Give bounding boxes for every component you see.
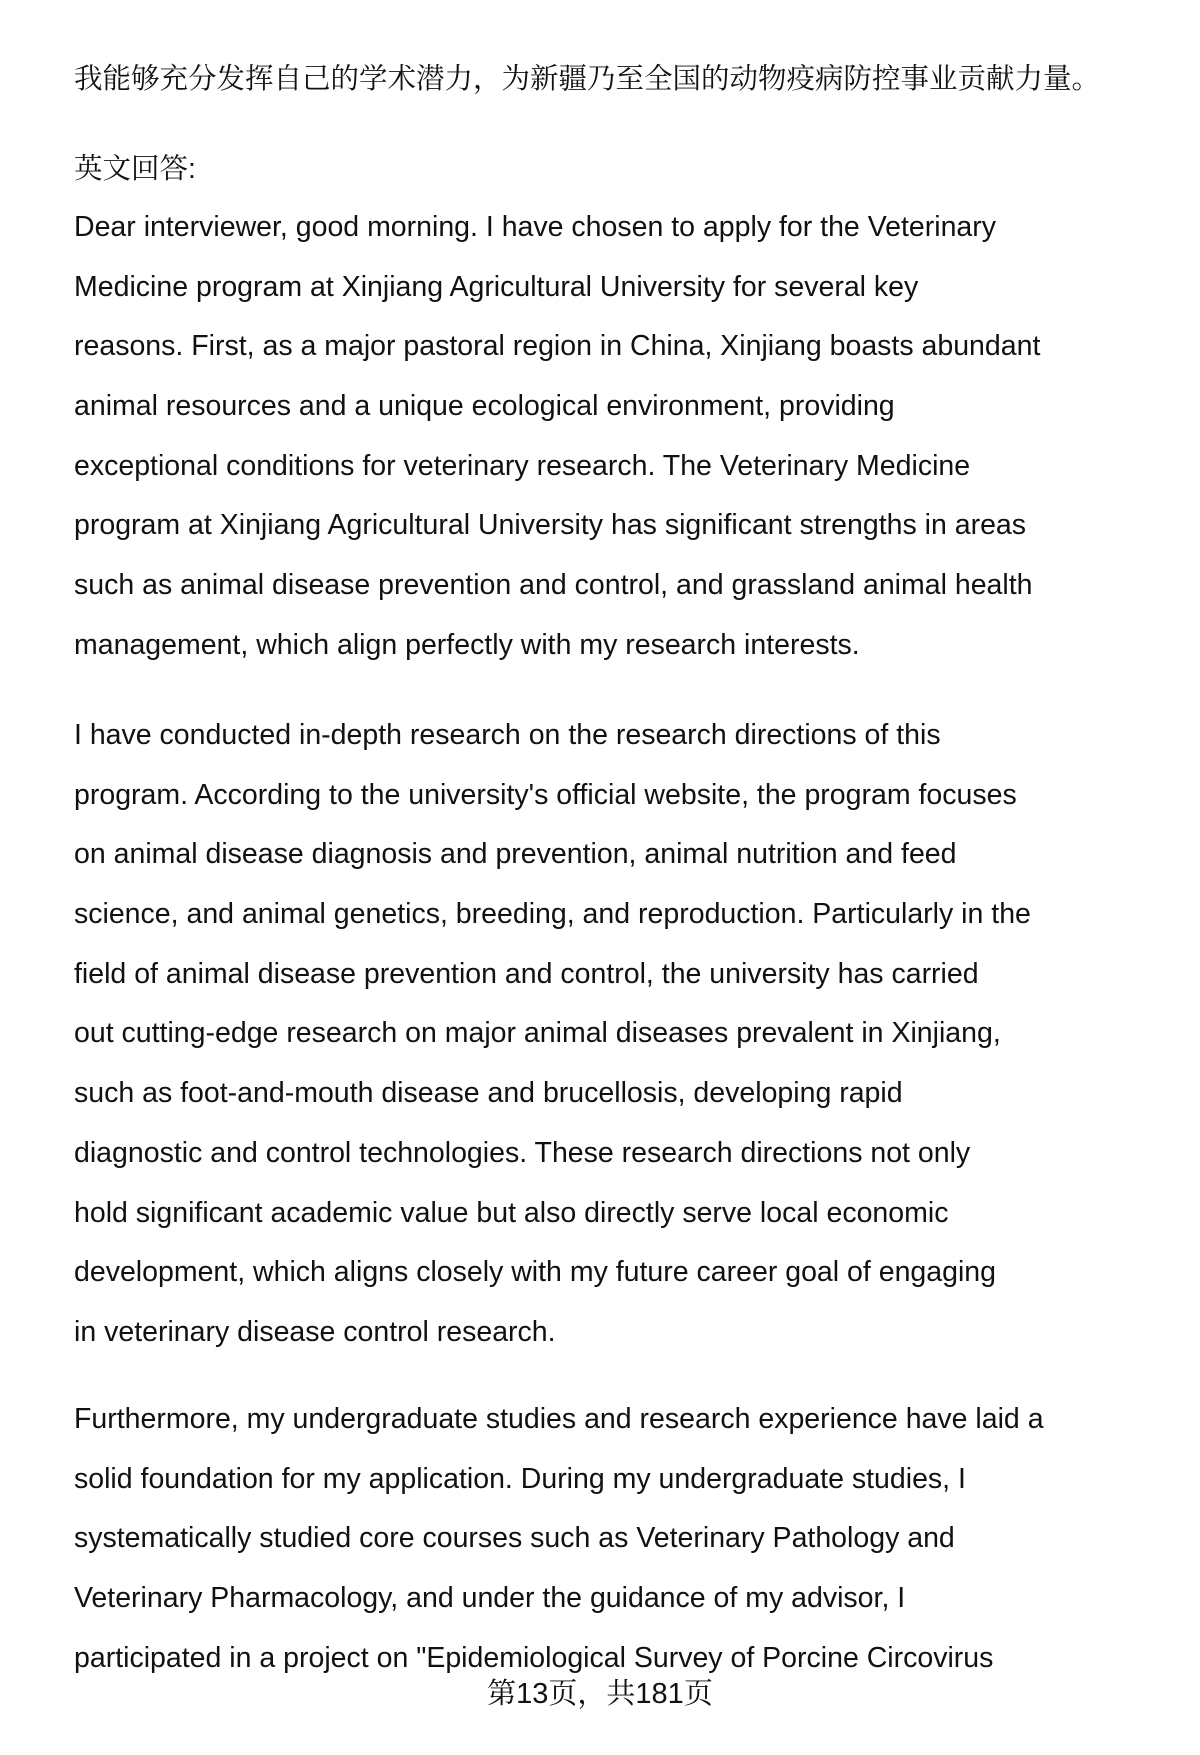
text-line: systematically studied core courses such as Veterinary Pathology and (74, 1522, 955, 1555)
paragraph-3 (74, 1390, 1044, 1688)
text-line: such as animal disease prevention and control, and grassland animal health (74, 569, 1033, 602)
text-line: participated in a project on "Epidemiological Survey of Porcine Circovirus (74, 1641, 994, 1674)
paragraph-1 (74, 198, 1040, 676)
text-line: I have conducted in-depth research on the research directions of this (74, 719, 941, 751)
text-line: on animal disease diagnosis and prevention, animal nutrition and feed (74, 838, 957, 871)
text-line: field of animal disease prevention and control, the university has carried (74, 957, 979, 990)
text-line: exceptional conditions for veterinary research. The Veterinary Medicine (74, 449, 971, 482)
text-line: hold significant academic value but also directly serve local economic (74, 1196, 949, 1229)
text-line: reasons. First, as a major pastoral region in China, Xinjiang boasts abundant (74, 330, 1041, 363)
text-line: Veterinary Pharmacology, and under the guidance of my advisor, I (74, 1582, 906, 1615)
text-line: out cutting-edge research on major animal diseases prevalent in Xinjiang, (74, 1017, 1001, 1050)
text-line: animal resources and a unique ecological environment, providing (74, 390, 895, 423)
text-line: in veterinary disease control research. (74, 1315, 556, 1348)
chinese-text-line: 我能够充分发挥自己的学术潜力，为新疆乃至全国的动物疫病防控事业贡献力量。 (74, 63, 1101, 95)
text-line: diagnostic and control technologies. These research directions not only (74, 1136, 971, 1169)
section-label: 英文回答: (74, 153, 196, 185)
page-indicator: 第13页，共181页 (487, 1678, 713, 1710)
text-line: science, and animal genetics, breeding, and reproduction. Particularly in the (74, 898, 1031, 931)
text-line: such as foot-and-mouth disease and brucellosis, developing rapid (74, 1077, 903, 1110)
text-line: management, which align perfectly with my research interests. (74, 628, 860, 661)
text-line: Furthermore, my undergraduate studies and research experience have laid a (74, 1403, 1044, 1435)
text-line: program at Xinjiang Agricultural University has significant strengths in areas (74, 509, 1027, 542)
text-line: program. According to the university's official website, the program focuses (74, 778, 1017, 811)
text-line: solid foundation for my application. During my undergraduate studies, I (74, 1462, 966, 1495)
text-line: Dear interviewer, good morning. I have chosen to apply for the Veterinary (74, 211, 997, 243)
text-line: Medicine program at Xinjiang Agricultural University for several key (74, 270, 919, 303)
paragraph-2 (74, 706, 1031, 1363)
text-line: development, which aligns closely with my future career goal of engaging (74, 1256, 997, 1289)
